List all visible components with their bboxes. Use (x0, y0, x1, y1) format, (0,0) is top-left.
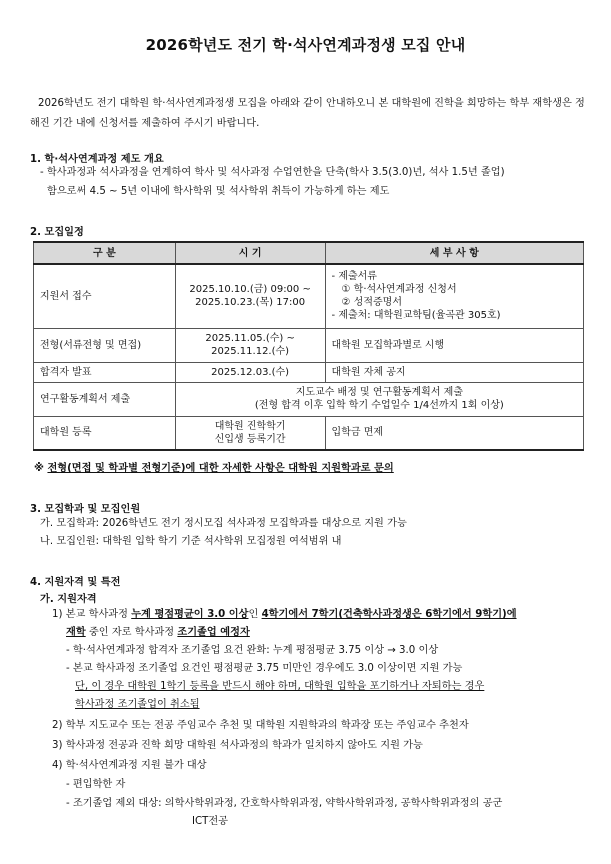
section-3-heading: 3. 모집학과 및 모집인원 (30, 504, 141, 515)
q1-part-early-grad: 조기졸업 예정자 (177, 627, 250, 638)
table-row (34, 382, 584, 416)
note-text: 전형(면접 및 학과별 전형기준)에 대한 자세한 사항은 대학원 지원학과로 문의 (47, 463, 394, 474)
plan-details (175, 382, 583, 416)
qualification-1-detail-1: - 학·석사연계과정 합격자 조기졸업 요건 완화: 누계 평점평균 3.75 이상 → 3.0 이상 (66, 645, 439, 656)
schedule-table (33, 241, 584, 451)
qualification-4-exclusion-2: - 조기졸업 제외 대상: 의학사학위과정, 간호학사학위과정, 약학사학위과정, 공학사학위과정의 공군 (66, 798, 503, 809)
section-4-sub-heading: 가. 지원자격 (40, 594, 97, 605)
apply-detail-doc-2: ② 성적증명서 (341, 297, 402, 309)
q1-part-enrolled: 재학 (66, 627, 86, 638)
row-label-announce: 합격자 발표 (34, 362, 176, 382)
table-row (34, 328, 584, 362)
q1-part-gpa: 누계 평점평균이 3.0 이상 (131, 609, 249, 620)
row-label-screen: 전형(서류전형 및 면접) (34, 328, 176, 362)
row-label-plan: 연구활동계획서 제출 (34, 382, 176, 416)
qualification-3: 3) 학사과정 전공과 진학 희망 대학원 석사과정의 학과가 일치하지 않아도 지원 가능 (52, 740, 423, 751)
section-3-item-b: 나. 모집인원: 대학원 입학 학기 기준 석사학위 모집정원 여석범위 내 (40, 536, 342, 547)
qualification-4: 4) 학·석사연계과정 지원 불가 대상 (52, 760, 207, 771)
apply-detail-docs: - 제출서류 (331, 271, 377, 283)
announce-period: 2025.12.03.(수) (175, 362, 325, 382)
register-period (175, 416, 325, 450)
register-period-1: 대학원 진학학기 (214, 420, 286, 432)
qualification-1-line-2 (66, 626, 250, 640)
q1-part-semester: 4학기에서 7학기(건축학사과정생은 6학기에서 9학기)에 (261, 609, 517, 620)
apply-details (325, 264, 583, 328)
col-header-category: 구 분 (34, 242, 176, 264)
apply-period (175, 264, 325, 328)
col-header-details: 세 부 사 항 (325, 242, 583, 264)
apply-detail-doc-1: ① 학·석사연계과정 신청서 (341, 284, 457, 296)
section-3-item-a: 가. 모집학과: 2026학년도 전기 정시모집 석사과정 모집학과를 대상으로 지원 가능 (40, 518, 407, 529)
plan-detail-2: (전형 합격 이후 입학 학기 수업일수 1/4선까지 1회 이상) (254, 400, 504, 411)
register-details: 입학금 면제 (325, 416, 583, 450)
apply-period-start: 2025.10.10.(금) 09:00 ~ (189, 284, 311, 296)
table-row (34, 264, 584, 328)
row-label-apply: 지원서 접수 (34, 264, 176, 328)
document-title: 2026학년도 전기 학·석사연계과정생 모집 안내 (145, 36, 466, 54)
table-row (34, 416, 584, 450)
q1-part-c: 인 (248, 609, 262, 620)
q1-part-f: 중인 자로 학사과정 (85, 627, 178, 638)
col-header-period: 시 기 (175, 242, 325, 264)
section-1-line-2: 함으로써 4.5 ~ 5년 이내에 학사학위 및 석사학위 취득이 가능하게 하는 제도 (47, 186, 390, 197)
qualification-2: 2) 학부 지도교수 또는 전공 주임교수 추천 및 대학원 지원학과의 학과장 또는 주임교수 추천자 (52, 720, 469, 731)
screen-period (175, 328, 325, 362)
section-4-heading: 4. 지원자격 및 특전 (30, 577, 121, 588)
announce-details: 대학원 자체 공지 (325, 362, 583, 382)
plan-detail-1: 지도교수 배정 및 연구활동계획서 제출 (295, 387, 463, 398)
screen-period-end: 2025.11.12.(수) (211, 346, 290, 357)
schedule-note (34, 462, 394, 476)
section-1-heading: 1. 학·석사연계과정 제도 개요 (30, 154, 164, 165)
section-1-line-1: - 학사과정과 석사과정을 연계하여 학사 및 석사과정 수업연한을 단축(학사 3.5(3.0)년, 석사 1.5년 졸업) (40, 167, 505, 178)
note-mark: ※ (34, 463, 48, 474)
qualification-4-exclusion-1: - 편입학한 자 (66, 779, 126, 790)
qualification-1-detail-3: 단, 이 경우 대학원 1학기 등록을 반드시 해야 하며, 대학원 입학을 포기하거나 자퇴하는 경우 (75, 681, 485, 692)
apply-detail-submit-to: - 제출처: 대학원교학팀(율곡관 305호) (331, 310, 501, 322)
screen-period-start: 2025.11.05.(수) ~ (205, 333, 295, 344)
register-period-2: 신입생 등록기간 (214, 433, 286, 445)
section-2-heading: 2. 모집일정 (30, 227, 84, 238)
screen-details: 대학원 모집학과별로 시행 (325, 328, 583, 362)
table-row (34, 362, 584, 382)
qualification-1-line-1 (52, 608, 517, 622)
qualification-4-exclusion-2-cont: ICT전공 (192, 816, 229, 827)
row-label-register: 대학원 등록 (34, 416, 176, 450)
intro-paragraph: 2026학년도 전기 대학원 학·석사연계과정생 모집을 아래와 같이 안내하오니 본 대학원에 진학을 희망하는 학부 재학생은 정해진 기간 내에 신청서를 제출하여 주시기 바랍니다. (30, 98, 585, 129)
q1-part-a: 1) 본교 학사과정 (52, 609, 132, 620)
qualification-1-detail-2: - 본교 학사과정 조기졸업 요건인 평점평균 3.75 미만인 경우에도 3.0 이상이면 지원 가능 (66, 663, 463, 674)
apply-period-end: 2025.10.23.(목) 17:00 (195, 297, 306, 309)
qualification-1-detail-4: 학사과정 조기졸업이 취소됨 (75, 699, 200, 710)
